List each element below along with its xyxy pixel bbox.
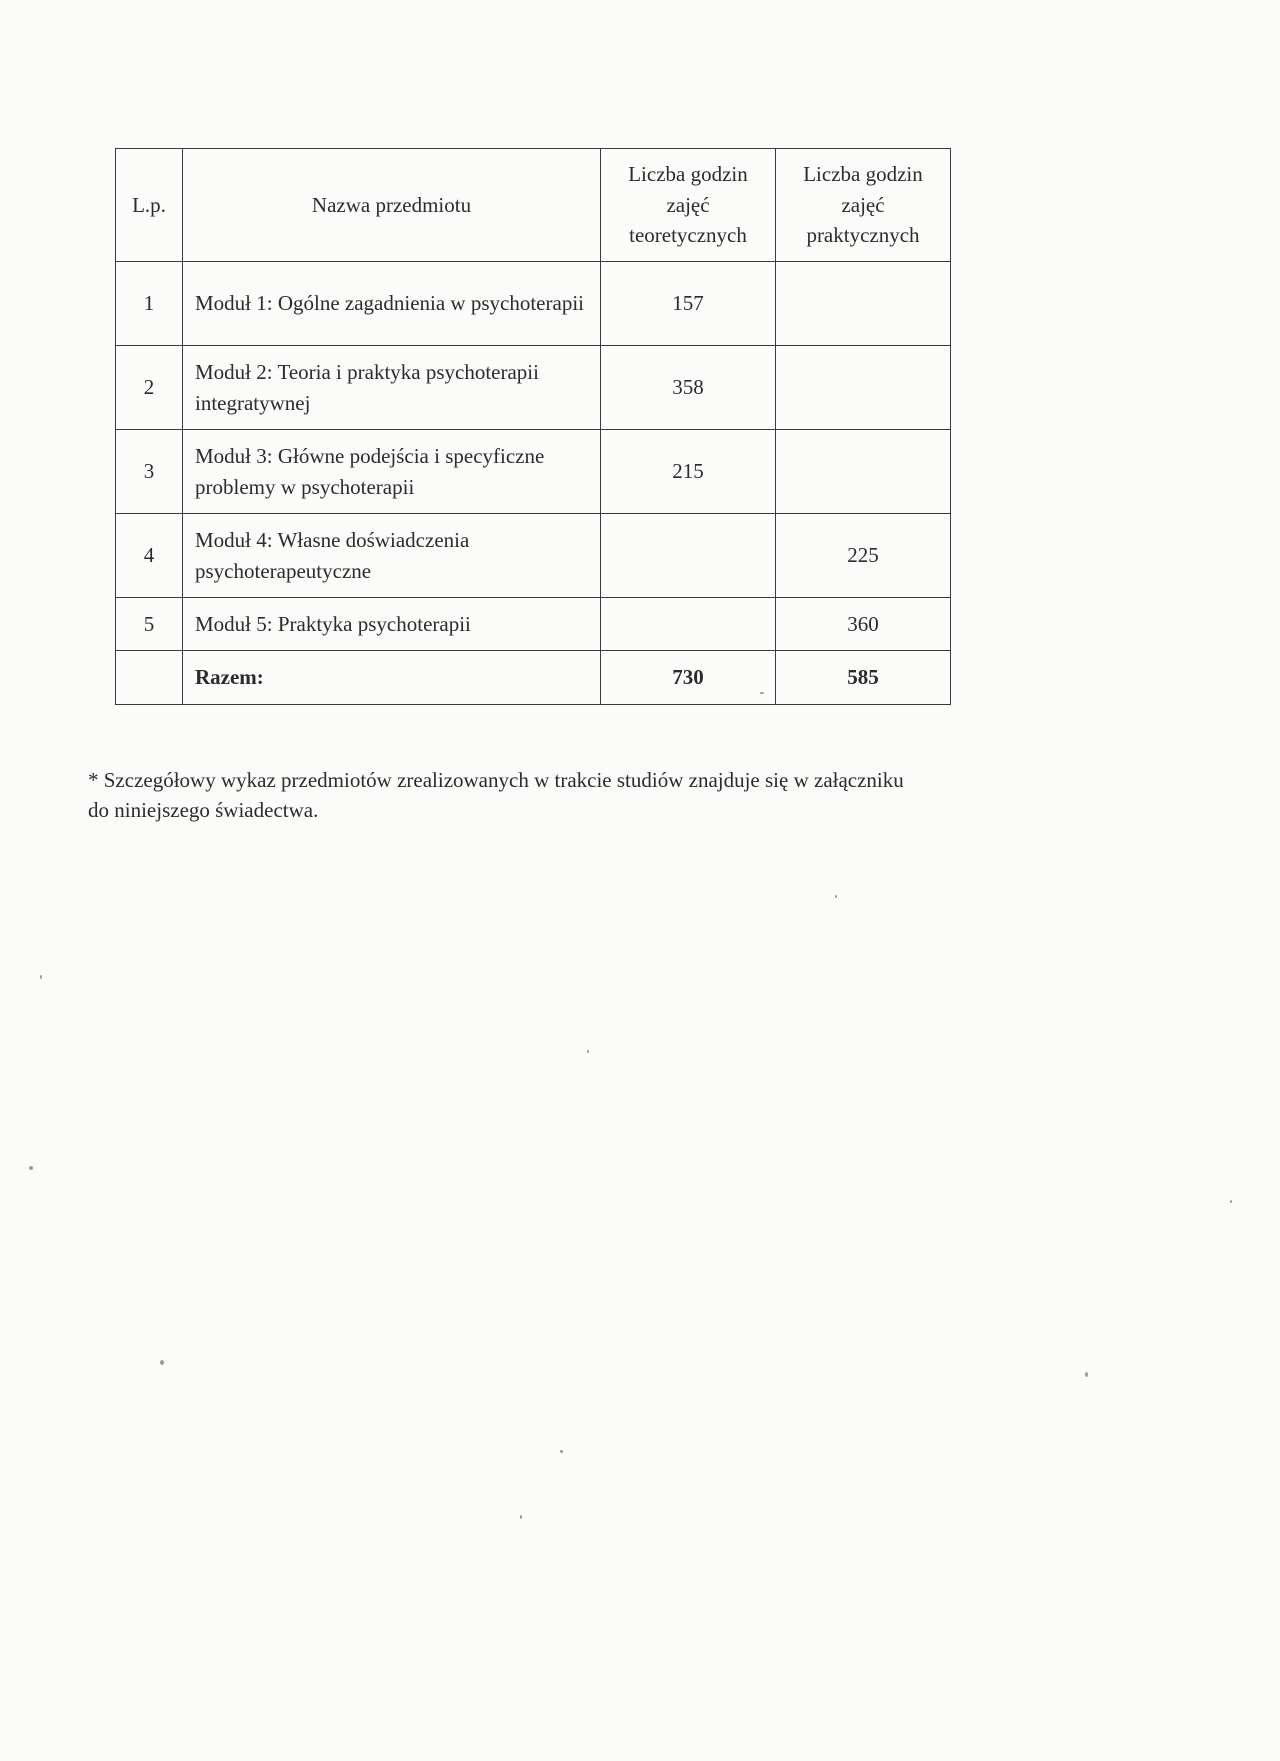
total-row [116, 651, 951, 705]
scan-speck [1230, 1200, 1232, 1203]
table-row [116, 514, 951, 598]
header-theory-hours [601, 149, 776, 262]
practice-hours: 360 [776, 598, 951, 651]
row-number: 2 [116, 346, 183, 430]
practice-hours [776, 430, 951, 514]
scan-speck [520, 1515, 522, 1519]
theory-hours: 157 [601, 262, 776, 346]
scan-speck [835, 895, 837, 898]
row-number: 1 [116, 262, 183, 346]
total-label: Razem: [183, 651, 601, 705]
header-practice-line1: Liczba godzin [803, 162, 923, 187]
theory-hours: 358 [601, 346, 776, 430]
course-name: Moduł 3: Główne podejścia i specyficzne problemy w psychoterapii [183, 430, 601, 514]
table-row [116, 346, 951, 430]
header-practice-line2: zajęć [841, 192, 885, 217]
total-practice-hours: 585 [776, 651, 951, 705]
course-name: Moduł 4: Własne doświadczenia psychoterapeutyczne [183, 514, 601, 598]
scan-speck [560, 1450, 563, 1453]
header-theory-line2: zajęć [666, 192, 710, 217]
course-name: Moduł 2: Teoria i praktyka psychoterapii integratywnej [183, 346, 601, 430]
scan-speck [1085, 1372, 1088, 1377]
table-header-row [116, 149, 951, 262]
row-number: 3 [116, 430, 183, 514]
header-lp: L.p. [116, 149, 183, 262]
header-theory-line3: teoretycznych [629, 223, 747, 248]
course-hours-table [115, 148, 951, 705]
footnote: * Szczegółowy wykaz przedmiotów zrealizowanych w trakcie studiów znajduje się w załączniku do niniejszego świadectwa. [88, 768, 904, 823]
row-number: 4 [116, 514, 183, 598]
scan-speck [40, 975, 42, 979]
header-course-name: Nazwa przedmiotu [183, 149, 601, 262]
scan-speck [760, 692, 764, 694]
theory-hours: 215 [601, 430, 776, 514]
header-practice-hours [776, 149, 951, 262]
row-number: 5 [116, 598, 183, 651]
course-name: Moduł 1: Ogólne zagadnienia w psychoterapii [183, 262, 601, 346]
scan-speck [587, 1050, 589, 1053]
total-lp-empty [116, 651, 183, 705]
course-name: Moduł 5: Praktyka psychoterapii [183, 598, 601, 651]
total-theory-hours: 730 [601, 651, 776, 705]
practice-hours [776, 262, 951, 346]
header-theory-line1: Liczba godzin [628, 162, 748, 187]
practice-hours [776, 346, 951, 430]
theory-hours [601, 598, 776, 651]
theory-hours [601, 514, 776, 598]
table-row [116, 598, 951, 651]
scan-speck [160, 1360, 164, 1365]
table-row [116, 262, 951, 346]
header-practice-line3: praktycznych [806, 223, 920, 248]
scan-speck [29, 1166, 33, 1170]
table-row [116, 430, 951, 514]
practice-hours: 225 [776, 514, 951, 598]
